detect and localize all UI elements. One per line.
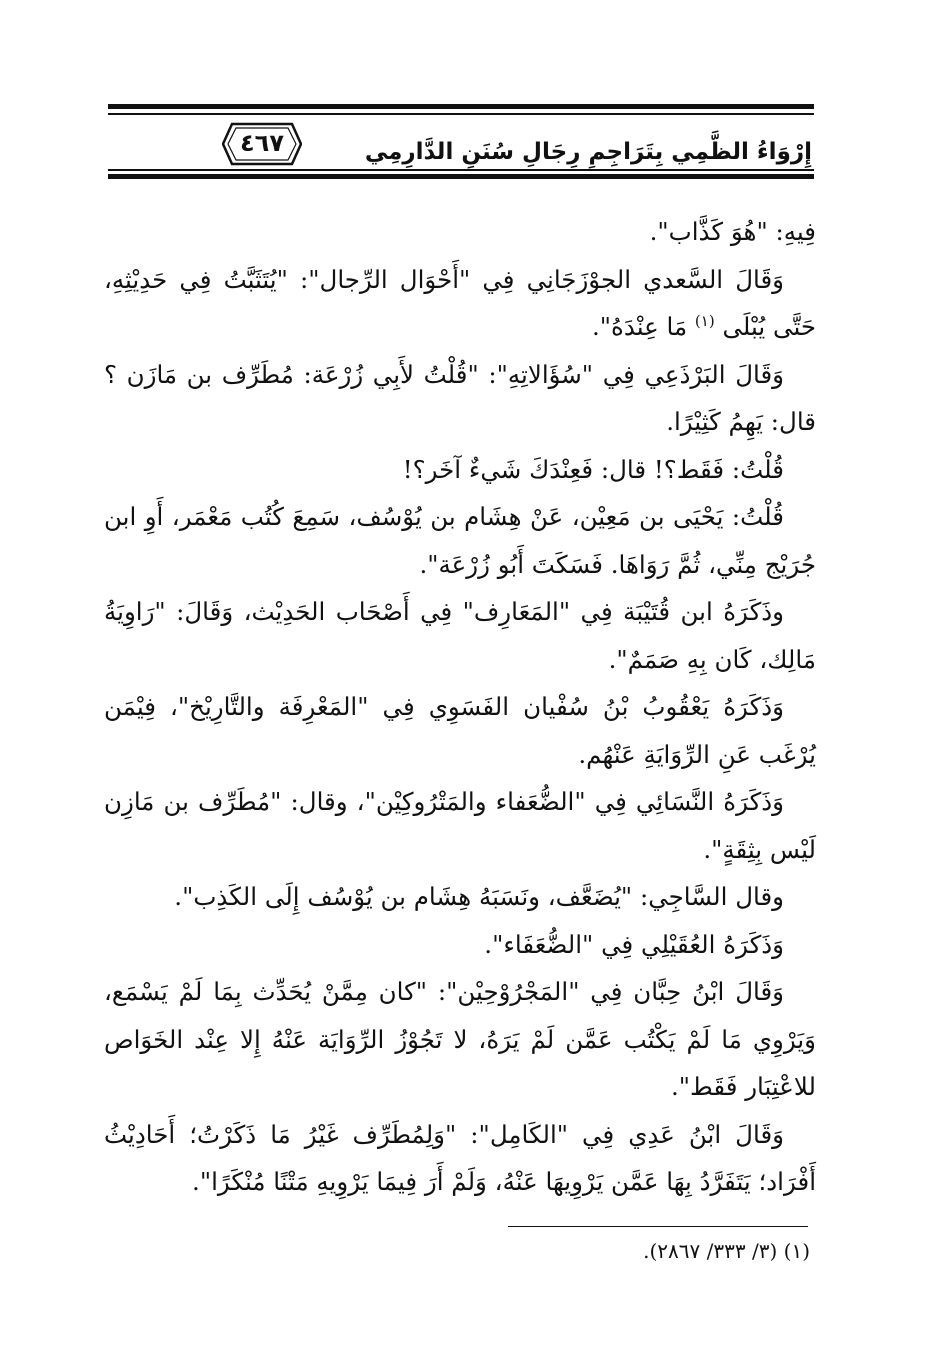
paragraph: وَذَكَرَهُ العُقَيْلِي فِي "الضُّعَفَاء". bbox=[484, 929, 784, 959]
paragraph: وذَكَرَهُ ابن قُتَيْبَة فِي "المَعَارِف" فِي أَصْحَاب الحَدِيْث، وَقَالَ: "رَاوِيَةُ مَالِك، كَان بِهِ صَمَمٌ". bbox=[104, 597, 816, 674]
paragraph-text: وَقَالَ السَّعدي الجوْزَجَانِي فِي "أَحْوَال الرِّجال": "يُتَثَبَّتُ فِي حَدِيْثِهِ، حَتَّى يُبْلَى bbox=[104, 264, 816, 341]
paragraph: وَقَالَ ابْنُ عَدِي فِي "الكَامِل": "وَلِمُطَرِّف غَيْرُ مَا ذَكَرْتُ؛ أَحَادِيْثُ أَفْرَاد؛ يَتَفَرَّدُ بِهَا عَمَّن يَرْوِيهَا عَنْهُ، وَلَمْ أَرَ فِيمَا يَرْوِيهِ مَتْنًا مُنْكَرًا". bbox=[104, 1119, 816, 1196]
header-rule-top-thick bbox=[108, 104, 814, 109]
paragraph bbox=[104, 256, 816, 351]
page-number-frame bbox=[222, 120, 302, 168]
paragraph: وَذَكَرَهُ يَعْقُوبُ بْنُ سُفْيان الفَسَوِي فِي "المَعْرِفَة والتَّارِيْخ"، فِيْمَن يُرْغَب عَنِ الرِّوَايَةِ عَنْهُم. bbox=[104, 692, 816, 769]
book-title: إِرْوَاءُ الظَّمِي بِتَرَاجِمِ رِجَالِ سُنَنِ الدَّارِمِي bbox=[364, 139, 812, 165]
paragraph: وَذَكَرَهُ النَّسَائِي فِي "الضُّعَفاء والمَتْرُوكِيْن"، وقال: "مُطَرِّف بن مَازِن لَيْس بِثِقَةٍ". bbox=[104, 787, 816, 864]
page-number: ٤٦٧ bbox=[240, 129, 284, 157]
paragraph: وَقَالَ ابْنُ حِبَّان فِي "المَجْرُوْحِيْن": "كان مِمَّنْ يُحَدِّث بِمَا لَمْ يَسْمَع، وَيَرْوِي مَا لَمْ يَكْتُب عَمَّن لَمْ يَرَهُ، لا تَجُوْزُ الرِّوَايَة عَنْهُ إِلا عِنْد الخَوَاص للاعْتِبَار فَقَط". bbox=[104, 977, 816, 1101]
paragraph: فِيهِ: "هُوَ كَذَّاب". bbox=[649, 217, 816, 246]
header-rule-bottom-thick bbox=[108, 174, 814, 179]
paragraph: قُلْتُ: فَقَط؟! قال: فَعِنْدَكَ شَيءٌ آخَر؟! bbox=[402, 454, 784, 484]
page-header bbox=[108, 100, 814, 190]
paragraph: وقال السَّاجِي: "يُضَعَّف، ونَسَبَهُ هِشَام بن يُوْسُف إِلَى الكَذِب". bbox=[174, 882, 784, 911]
header-rule-top-thin bbox=[108, 113, 814, 115]
footnote: (١) (٣/ ٣٣٣/ ٢٨٦٧). bbox=[643, 1239, 810, 1263]
header-rule-bottom-thin bbox=[108, 169, 814, 171]
body-text bbox=[104, 208, 816, 1206]
paragraph: وَقَالَ البَرْذَعِي فِي "سُؤَالاتِهِ": "قُلْتُ لأَبِي زُرْعَة: مُطَرِّف بن مَازَن ؟ قال: يَهِمُ كَثِيْرًا. bbox=[104, 359, 816, 436]
paragraph-text-continued: مَا عِنْدَهُ". bbox=[591, 312, 688, 341]
paragraph: قُلْتُ: يَحْيَى بن مَعِيْن، عَنْ هِشَام بن يُوْسُف، سَمِعَ كُتُب مَعْمَر، أَوِ ابن جُرَيْج مِنِّي، ثُمَّ رَوَاهَا. فَسَكَتَ أَبُو زُرْعَة". bbox=[104, 502, 816, 579]
footnote-reference: (١) bbox=[694, 311, 715, 330]
footnote-separator bbox=[508, 1226, 808, 1227]
